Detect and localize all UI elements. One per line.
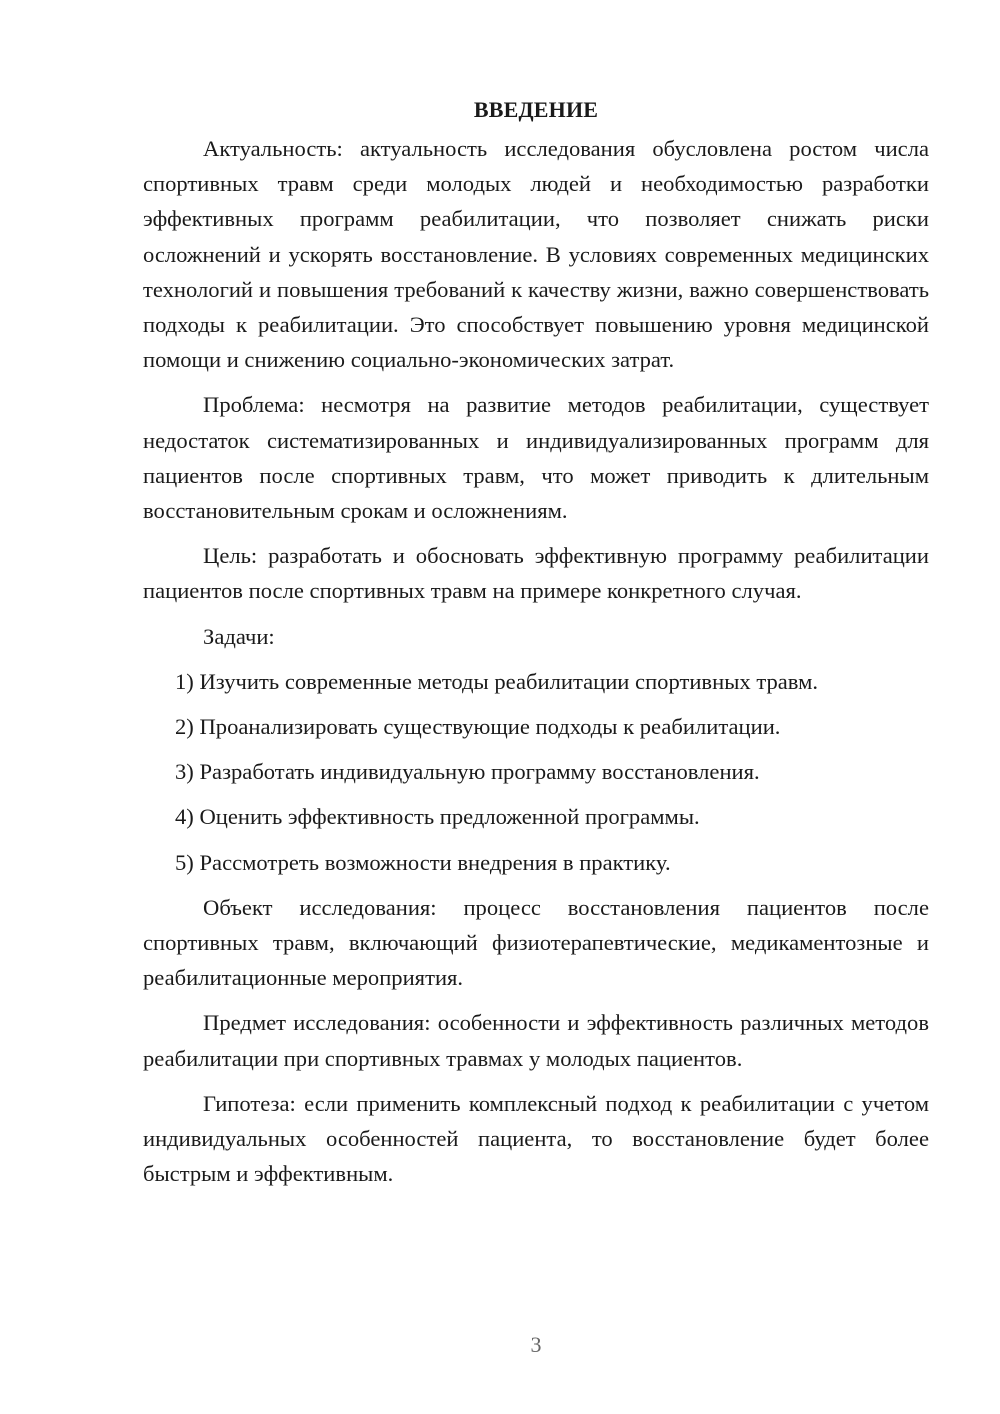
page-title: ВВЕДЕНИЕ — [473, 97, 599, 122]
task-item: 1) Изучить современные методы реабилитации спортивных травм. — [175, 668, 819, 694]
paragraph-object: Объект исследования: процесс восстановления пациентов после спортивных травм, включающий физиотерапевтические, медикаментозные и реабилитационные мероприятия. — [143, 894, 929, 991]
tasks-label: Задачи: — [203, 623, 275, 649]
paragraph-goal: Цель: разработать и обосновать эффективную программу реабилитации пациентов после спортивных травм на примере конкретного случая. — [143, 543, 929, 604]
task-item: 2) Проанализировать существующие подходы к реабилитации. — [175, 714, 781, 740]
task-item: 5) Рассмотреть возможности внедрения в практику. — [175, 849, 671, 875]
page-number: 3 — [530, 1332, 542, 1357]
paragraph-problem: Проблема: несмотря на развитие методов реабилитации, существует недостаток систематизированных и индивидуализированных программ для пациентов после спортивных травм, что может приводить к длительным восстановительным срокам и осложнениям. — [143, 392, 929, 524]
task-list — [143, 664, 929, 880]
task-item: 3) Разработать индивидуальную программу восстановления. — [175, 759, 760, 785]
task-item: 4) Оценить эффективность предложенной программы. — [175, 804, 700, 830]
page-content — [143, 92, 929, 1201]
paragraph-relevance: Актуальность: актуальность исследования обусловлена ростом числа спортивных травм среди молодых людей и необходимостью разработки эффективных программ реабилитации, что позволяет снижать риски осложнений и ускорять восстановление. В условиях современных медицинских технологий и повышения требований к качеству жизни, важно совершенствовать подходы к реабилитации. Это способствует повышению уровня медицинской помощи и снижению социально-экономических затрат. — [143, 136, 929, 373]
paragraph-hypothesis: Гипотеза: если применить комплексный подход к реабилитации с учетом индивидуальных особенностей пациента, то восстановление будет более быстрым и эффективным. — [143, 1090, 929, 1187]
paragraph-subject: Предмет исследования: особенности и эффективность различных методов реабилитации при спортивных травмах у молодых пациентов. — [143, 1010, 929, 1071]
